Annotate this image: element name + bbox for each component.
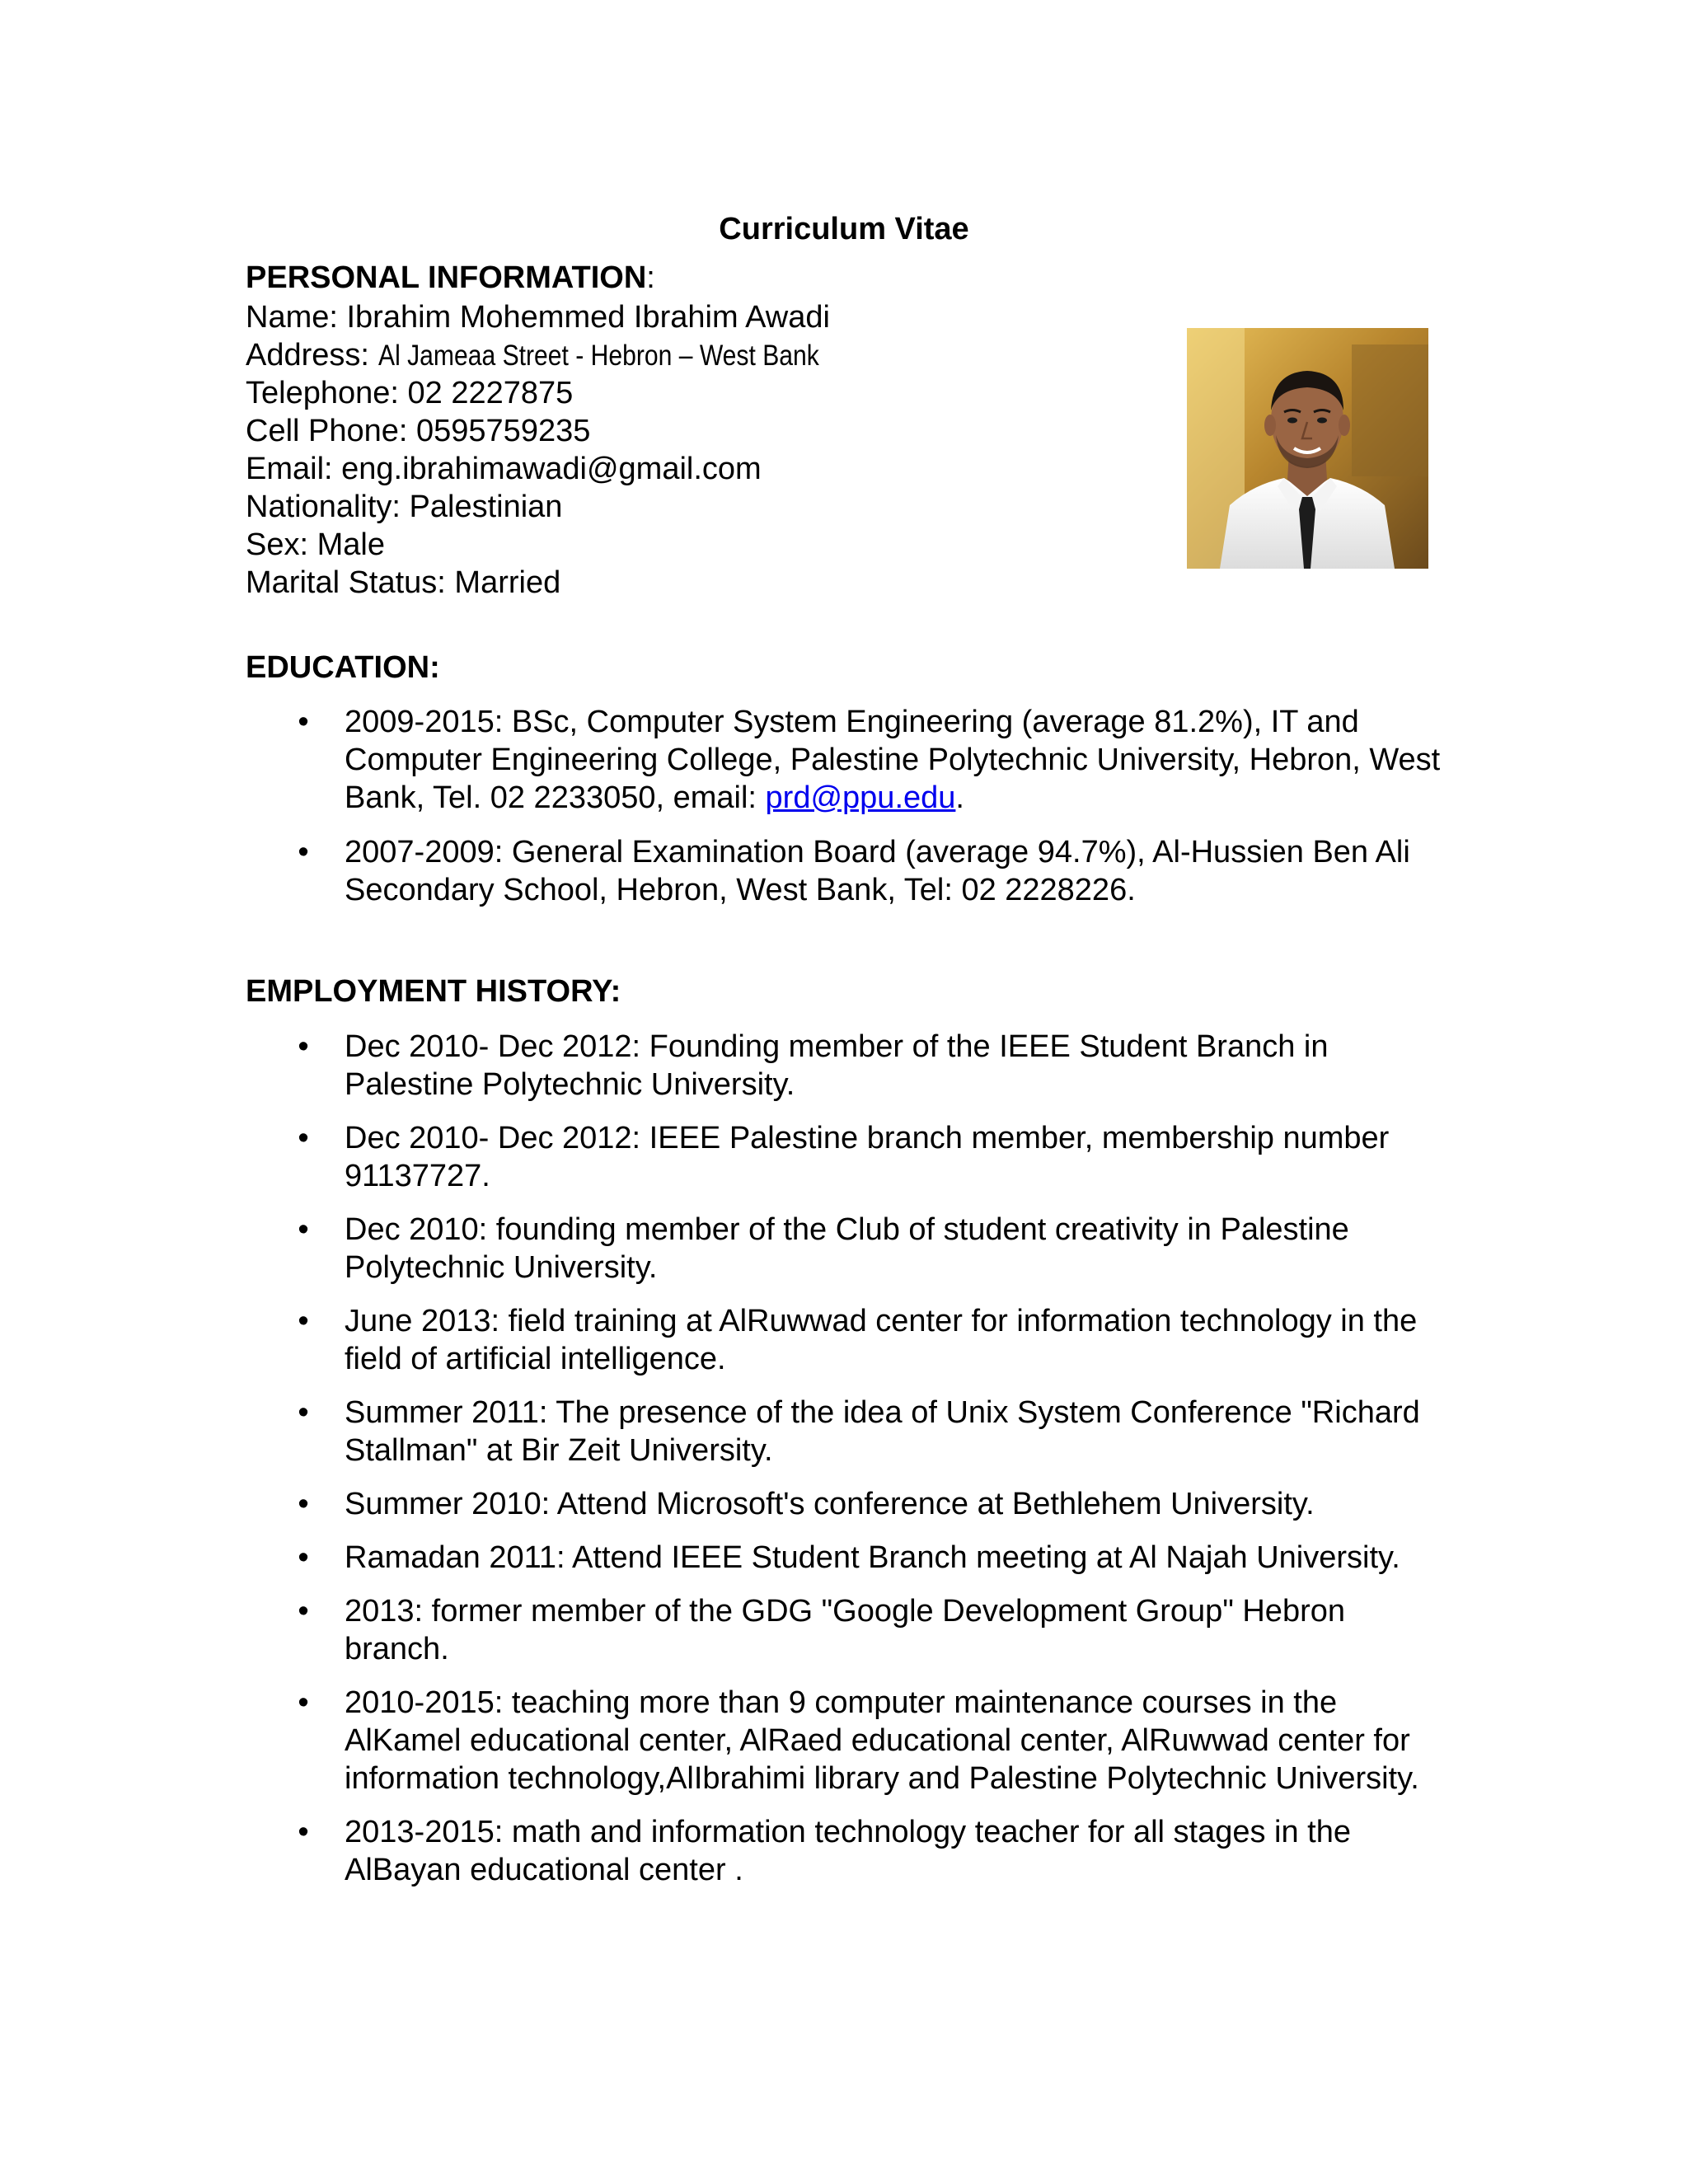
list-item xyxy=(246,1119,1449,1195)
list-item xyxy=(246,1211,1449,1286)
profile-photo xyxy=(1187,328,1428,569)
employment-item-text: June 2013: field training at AlRuwwad center for information technology in the field of artificial intelligence. xyxy=(345,1304,1418,1376)
document-title: Curriculum Vitae xyxy=(719,212,969,246)
employment-item-text: 2013: former member of the GDG "Google Development Group" Hebron branch. xyxy=(345,1594,1345,1666)
personal-heading-colon: : xyxy=(646,260,655,295)
name-line: Name: Ibrahim Mohemmed Ibrahim Awadi xyxy=(246,300,830,335)
bullet-icon: • xyxy=(298,1815,309,1849)
employment-list xyxy=(246,1028,1449,1889)
email-link[interactable]: prd@ppu.edu xyxy=(765,780,956,815)
email-line: Email: eng.ibrahimawadi@gmail.com xyxy=(246,452,762,486)
bullet-icon: • xyxy=(298,1212,309,1247)
cell-phone-line: Cell Phone: 0595759235 xyxy=(246,414,591,448)
address-value: Al Jameaa Street - Hebron – West Bank xyxy=(377,340,819,372)
address-line xyxy=(246,336,890,374)
personal-information-heading xyxy=(246,259,655,297)
bullet-icon: • xyxy=(298,1395,309,1430)
list-item xyxy=(246,1813,1449,1889)
list-item xyxy=(246,1684,1449,1797)
employment-item-text: Dec 2010- Dec 2012: IEEE Palestine branch member, membership number 91137727. xyxy=(345,1121,1390,1193)
education-item-end: . xyxy=(955,780,964,815)
employment-item-text: Dec 2010- Dec 2012: Founding member of the IEEE Student Branch in Palestine Polytechnic University. xyxy=(345,1029,1329,1102)
list-item xyxy=(246,833,1449,909)
list-item xyxy=(246,1394,1449,1469)
employment-item-text: 2013-2015: math and information technology teacher for all stages in the AlBayan educational center . xyxy=(345,1815,1351,1887)
bullet-icon: • xyxy=(298,1487,309,1521)
bullet-icon: • xyxy=(298,835,309,869)
bullet-icon: • xyxy=(298,1685,309,1720)
bullet-icon: • xyxy=(298,1540,309,1575)
education-item-text: 2009-2015: BSc, Computer System Engineering (average 81.2%), IT and Computer Engineering College, Palestine Polytechnic University, Hebron, West Bank, Tel. 02 2233050, email: xyxy=(345,705,1441,815)
employment-item-text: Summer 2011: The presence of the idea of Unix System Conference "Richard Stallman" at Bir Zeit University. xyxy=(345,1395,1420,1468)
list-item xyxy=(246,703,1449,817)
list-item xyxy=(246,1592,1449,1668)
list-item xyxy=(246,1485,1449,1523)
list-item xyxy=(246,1539,1449,1577)
bullet-icon: • xyxy=(298,1029,309,1064)
marital-status-line: Marital Status: Married xyxy=(246,565,561,600)
education-heading: EDUCATION: xyxy=(246,650,440,685)
bullet-icon: • xyxy=(298,1304,309,1338)
employment-item-text: Ramadan 2011: Attend IEEE Student Branch meeting at Al Najah University. xyxy=(345,1540,1400,1575)
employment-item-text: Summer 2010: Attend Microsoft's conference at Bethlehem University. xyxy=(345,1487,1315,1521)
personal-heading-text: PERSONAL INFORMATION xyxy=(246,260,647,295)
address-label: Address: xyxy=(246,338,378,373)
bullet-icon: • xyxy=(298,1594,309,1629)
education-item-text: 2007-2009: General Examination Board (average 94.7%), Al-Hussien Ben Ali Secondary School, Hebron, West Bank, Tel: 02 2228226. xyxy=(345,835,1410,907)
employment-history-heading: EMPLOYMENT HISTORY: xyxy=(246,974,621,1009)
sex-line: Sex: Male xyxy=(246,527,385,562)
education-list xyxy=(246,703,1449,909)
bullet-icon: • xyxy=(298,705,309,739)
bullet-icon: • xyxy=(298,1121,309,1155)
nationality-line: Nationality: Palestinian xyxy=(246,490,563,524)
list-item xyxy=(246,1028,1449,1104)
personal-info-block xyxy=(246,298,890,602)
telephone-line: Telephone: 02 2227875 xyxy=(246,376,574,410)
employment-item-text: 2010-2015: teaching more than 9 computer maintenance courses in the AlKamel educational center, AlRaed educational center, AlRuwwad center for information technology,AlIbrahimi library and Palestine Polytechnic University. xyxy=(345,1685,1419,1796)
list-item xyxy=(246,1302,1449,1378)
employment-item-text: Dec 2010: founding member of the Club of student creativity in Palestine Polytechnic University. xyxy=(345,1212,1349,1285)
